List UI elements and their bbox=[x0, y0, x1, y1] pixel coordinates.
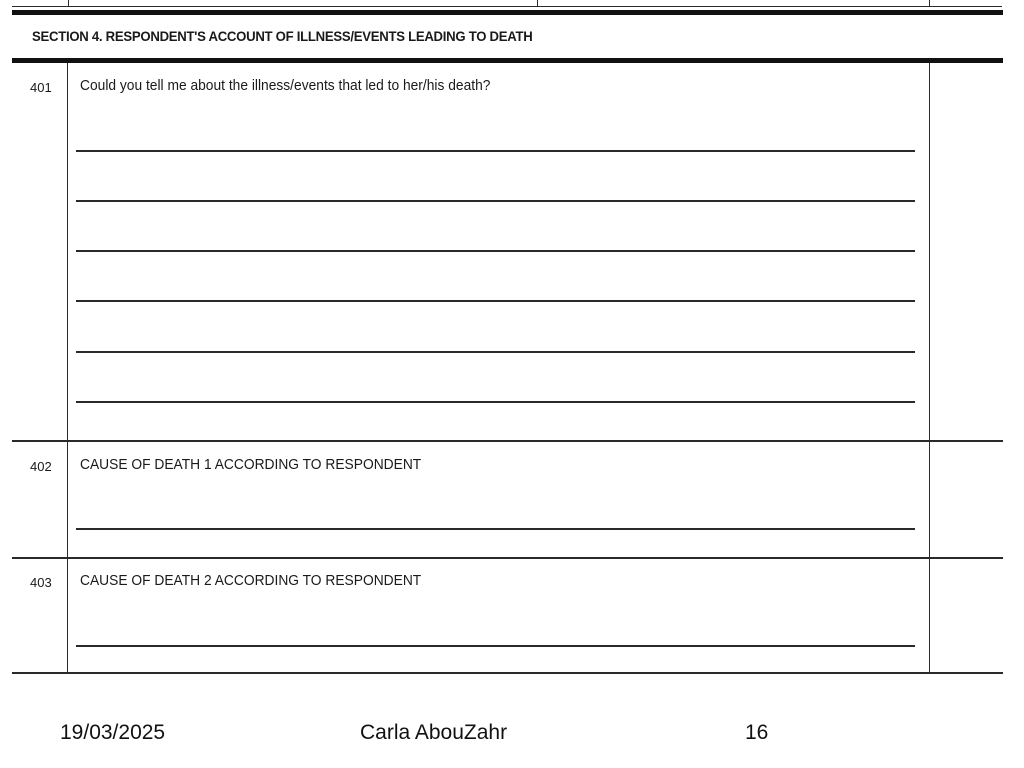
footer-author: Carla AbouZahr bbox=[360, 721, 508, 744]
top-thick-rule bbox=[12, 10, 1003, 15]
top-tick-middle bbox=[537, 0, 538, 6]
answer-line-401-5[interactable] bbox=[76, 351, 915, 353]
answer-line-401-1[interactable] bbox=[76, 150, 915, 152]
question-text-403: CAUSE OF DEATH 2 ACCORDING TO RESPONDENT bbox=[80, 572, 422, 589]
row-divider-402-403 bbox=[12, 557, 1003, 559]
question-text-401: Could you tell me about the illness/events that led to her/his death? bbox=[80, 77, 491, 94]
number-column-divider bbox=[67, 63, 68, 673]
question-number-402: 402 bbox=[30, 459, 52, 474]
question-number-403: 403 bbox=[30, 575, 52, 590]
answer-line-401-4[interactable] bbox=[76, 300, 915, 302]
answer-line-401-6[interactable] bbox=[76, 401, 915, 403]
footer-date: 19/03/2025 bbox=[60, 721, 166, 744]
top-tick-left bbox=[68, 0, 69, 6]
section-header-rule bbox=[12, 58, 1003, 63]
question-text-402: CAUSE OF DEATH 1 ACCORDING TO RESPONDENT bbox=[80, 456, 422, 473]
row-divider-401-402 bbox=[12, 440, 1003, 442]
answer-line-403[interactable] bbox=[76, 645, 915, 647]
section-title: SECTION 4. RESPONDENT'S ACCOUNT OF ILLNESS/EVENTS LEADING TO DEATH bbox=[32, 28, 533, 44]
top-tick-right bbox=[929, 0, 930, 6]
code-column-divider bbox=[929, 63, 930, 673]
table-bottom-border bbox=[12, 672, 1003, 674]
answer-line-401-3[interactable] bbox=[76, 250, 915, 252]
footer-page-number: 16 bbox=[745, 721, 769, 744]
answer-line-401-2[interactable] bbox=[76, 200, 915, 202]
question-number-401: 401 bbox=[30, 80, 52, 95]
top-border-line bbox=[12, 6, 1002, 7]
answer-line-402[interactable] bbox=[76, 528, 915, 530]
